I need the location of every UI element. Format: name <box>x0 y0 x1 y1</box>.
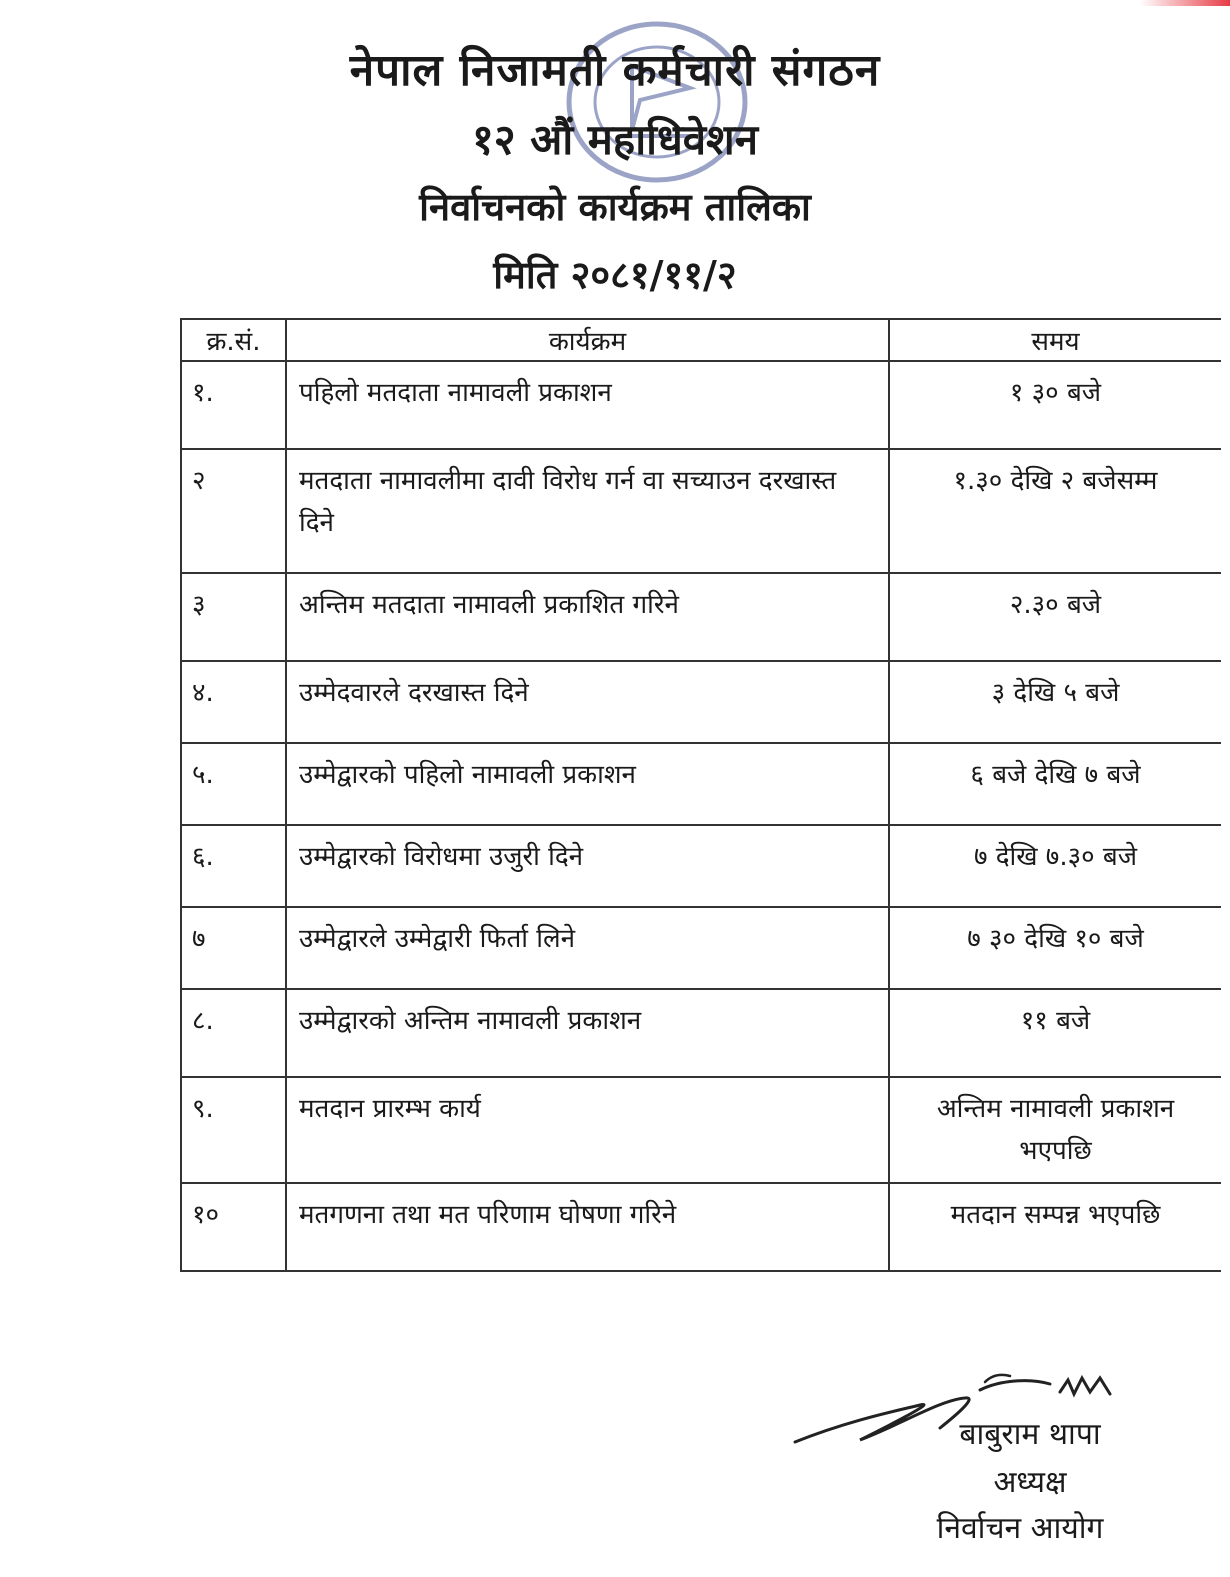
election-schedule-table <box>180 318 1221 1272</box>
corner-mark <box>1140 0 1230 6</box>
row-program: उम्मेद्वारको विरोधमा उजुरी दिने <box>286 825 889 907</box>
signatory-office: निर्वाचन आयोग <box>936 1511 1104 1546</box>
table-row <box>181 1183 1221 1271</box>
row-sn: ७ <box>181 907 286 989</box>
row-time: ११ बजे <box>889 989 1221 1077</box>
row-time: ३ देखि ५ बजे <box>889 661 1221 743</box>
row-sn: ५. <box>181 743 286 825</box>
row-sn: ८. <box>181 989 286 1077</box>
row-program: उम्मेद्वारले उम्मेद्वारी फिर्ता लिने <box>286 907 889 989</box>
row-sn: ४. <box>181 661 286 743</box>
row-time: २.३० बजे <box>889 573 1221 661</box>
signatory-name: बाबुराम थापा <box>959 1417 1101 1452</box>
row-program: मतदान प्रारम्भ कार्य <box>286 1077 889 1183</box>
row-program: उम्मेद्वारको अन्तिम नामावली प्रकाशन <box>286 989 889 1077</box>
event-title: १२ औं महाधिवेशन <box>471 115 759 164</box>
table-row <box>181 989 1221 1077</box>
signatory-position: अध्यक्ष <box>993 1465 1067 1500</box>
header-program: कार्यक्रम <box>286 319 889 361</box>
table-row <box>181 825 1221 907</box>
table-row <box>181 361 1221 449</box>
row-time: ७ देखि ७.३० बजे <box>889 825 1221 907</box>
table-row <box>181 743 1221 825</box>
row-time: १ ३० बजे <box>889 361 1221 449</box>
row-sn: १. <box>181 361 286 449</box>
row-program: मतदाता नामावलीमा दावी विरोध गर्न वा सच्याउन दरखास्त दिने <box>286 449 889 573</box>
document-date: मिति २०८१/११/२ <box>493 253 737 297</box>
row-time: मतदान सम्पन्न भएपछि <box>889 1183 1221 1271</box>
row-time: १.३० देखि २ बजेसम्म <box>889 449 1221 573</box>
table-row <box>181 573 1221 661</box>
row-time: अन्तिम नामावली प्रकाशन भएपछि <box>889 1077 1221 1183</box>
row-program: मतगणना तथा मत परिणाम घोषणा गरिने <box>286 1183 889 1271</box>
row-program: उम्मेदवारले दरखास्त दिने <box>286 661 889 743</box>
table-row <box>181 907 1221 989</box>
table-row <box>181 1077 1221 1183</box>
table-row <box>181 661 1221 743</box>
table-row <box>181 449 1221 573</box>
row-sn: ९. <box>181 1077 286 1183</box>
row-time: ६ बजे देखि ७ बजे <box>889 743 1221 825</box>
row-sn: ३ <box>181 573 286 661</box>
organization-name: नेपाल निजामती कर्मचारी संगठन <box>349 45 881 96</box>
row-sn: १० <box>181 1183 286 1271</box>
row-time: ७ ३० देखि १० बजे <box>889 907 1221 989</box>
row-program: अन्तिम मतदाता नामावली प्रकाशित गरिने <box>286 573 889 661</box>
table-header-row <box>181 319 1221 361</box>
page-title: निर्वाचनको कार्यक्रम तालिका <box>419 185 811 229</box>
header-sn: क्र.सं. <box>181 319 286 361</box>
row-sn: २ <box>181 449 286 573</box>
row-program: उम्मेद्वारको पहिलो नामावली प्रकाशन <box>286 743 889 825</box>
row-program: पहिलो मतदाता नामावली प्रकाशन <box>286 361 889 449</box>
header-time: समय <box>889 319 1221 361</box>
row-sn: ६. <box>181 825 286 907</box>
